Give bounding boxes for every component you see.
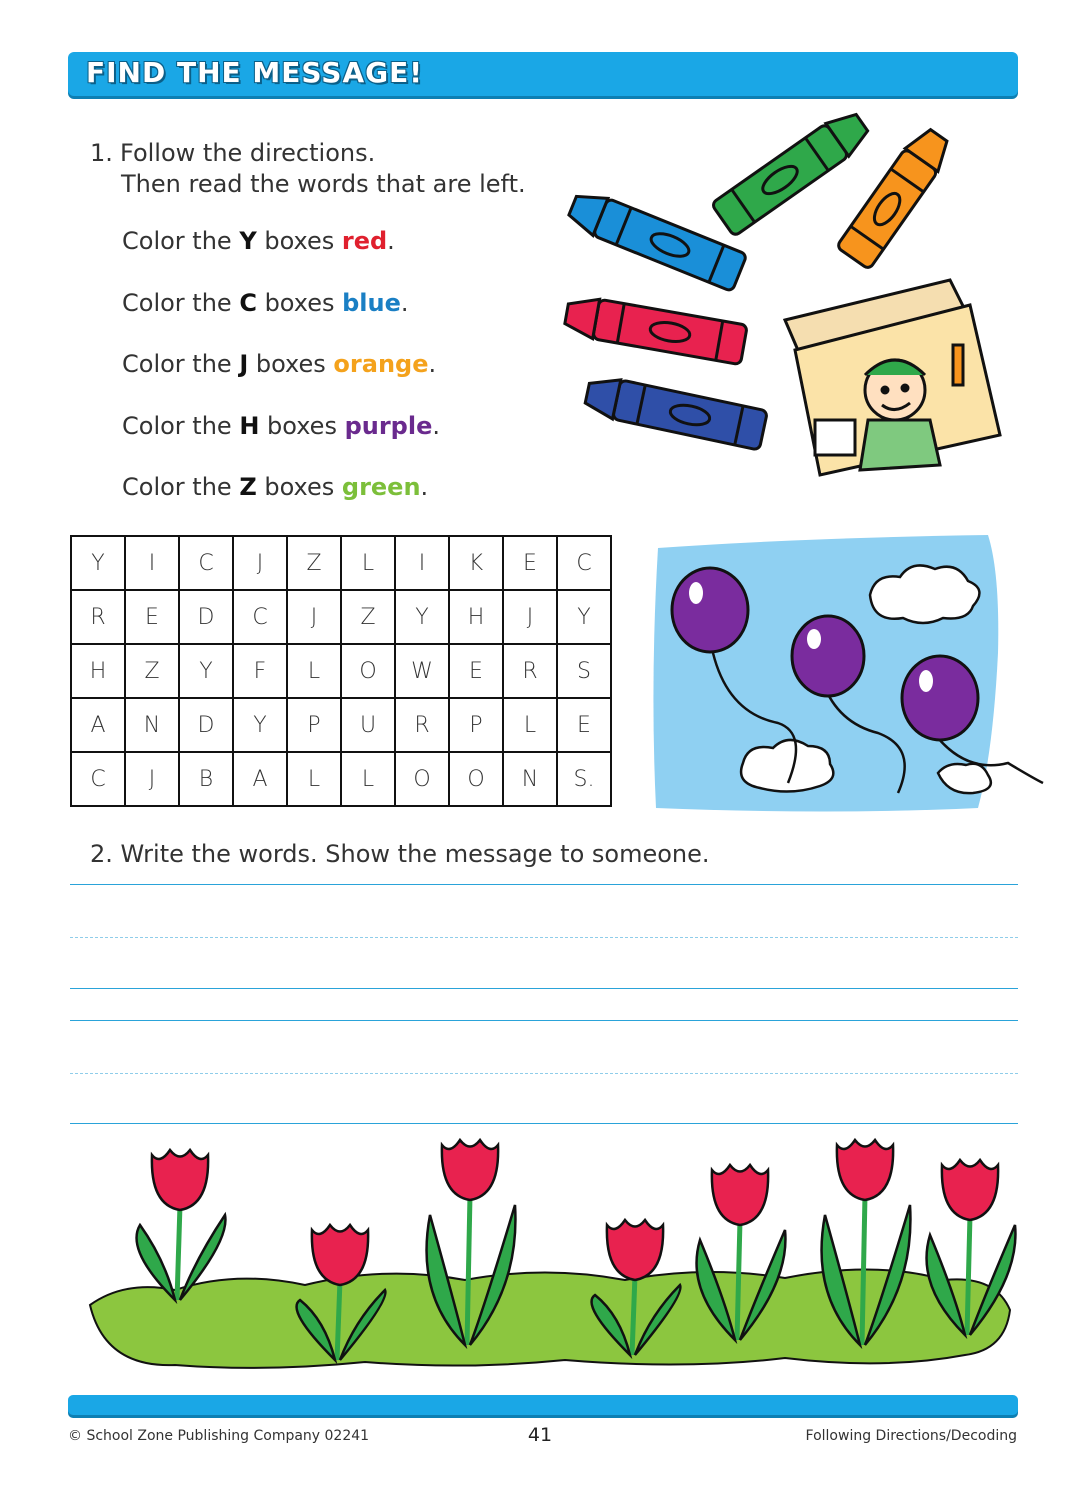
grid-cell[interactable]: B — [179, 752, 233, 806]
grid-cell[interactable]: Y — [233, 698, 287, 752]
grid-cell[interactable]: C — [71, 752, 125, 806]
tulip-icon — [137, 1150, 226, 1300]
grid-row — [71, 536, 611, 590]
page-title: FIND THE MESSAGE! — [86, 56, 423, 89]
grid-cell[interactable]: N — [125, 698, 179, 752]
grid-cell[interactable]: Y — [71, 536, 125, 590]
page-number: 41 — [527, 1424, 553, 1446]
crayon-box-icon — [785, 280, 1000, 475]
grid-cell[interactable]: I — [395, 536, 449, 590]
grid-cell[interactable]: J — [125, 752, 179, 806]
grid-cell[interactable]: E — [449, 644, 503, 698]
writing-line-mid — [70, 937, 1018, 938]
grid-cell[interactable]: S — [557, 644, 611, 698]
direction-c: Color the C boxes blue. — [122, 288, 409, 317]
grid-cell[interactable]: E — [125, 590, 179, 644]
grid-cell[interactable]: F — [233, 644, 287, 698]
grid-cell[interactable]: H — [449, 590, 503, 644]
question-1 — [90, 138, 526, 200]
grid-cell[interactable]: D — [179, 698, 233, 752]
grid-cell[interactable]: Z — [125, 644, 179, 698]
writing-line-base-2[interactable] — [70, 1123, 1018, 1124]
grid-cell[interactable]: O — [341, 644, 395, 698]
grid-cell[interactable]: L — [341, 536, 395, 590]
tulips-icon — [85, 1130, 1015, 1375]
direction-j: Color the J boxes orange. — [122, 350, 437, 378]
writing-line-base[interactable] — [70, 988, 1018, 989]
grid-cell[interactable]: K — [449, 536, 503, 590]
grid-cell[interactable]: S. — [557, 752, 611, 806]
crayons-icon — [570, 120, 1010, 490]
question-1-line-1: Follow the directions. — [120, 139, 376, 167]
grid-row — [71, 644, 611, 698]
grid-cell[interactable]: L — [287, 752, 341, 806]
grid-cell[interactable]: Z — [341, 590, 395, 644]
grid-cell[interactable]: L — [503, 698, 557, 752]
grid-cell[interactable]: O — [449, 752, 503, 806]
question-1-line-2: Then read the words that are left. — [121, 170, 526, 198]
balloons-icon — [648, 533, 1043, 815]
grid-cell[interactable]: Z — [287, 536, 341, 590]
grid-cell[interactable]: R — [71, 590, 125, 644]
grid-cell[interactable]: A — [233, 752, 287, 806]
question-1-number: 1. — [90, 139, 113, 167]
grid-cell[interactable]: N — [503, 752, 557, 806]
title-banner — [68, 52, 1018, 96]
grid-cell[interactable]: C — [557, 536, 611, 590]
grid-cell[interactable]: P — [449, 698, 503, 752]
grid-cell[interactable]: J — [503, 590, 557, 644]
grid-cell[interactable]: U — [341, 698, 395, 752]
direction-h: Color the H boxes purple. — [122, 411, 441, 440]
grid-cell[interactable]: L — [341, 752, 395, 806]
grid-cell[interactable]: J — [233, 536, 287, 590]
grid-row — [71, 752, 611, 806]
grid-cell[interactable]: H — [71, 644, 125, 698]
writing-line-mid-2 — [70, 1073, 1018, 1074]
grid-cell[interactable]: Y — [395, 590, 449, 644]
copyright: © School Zone Publishing Company 02241 — [68, 1428, 370, 1444]
grid-cell[interactable]: L — [287, 644, 341, 698]
grid-cell[interactable]: D — [179, 590, 233, 644]
direction-z: Color the Z boxes green. — [122, 473, 429, 501]
grid-cell[interactable]: R — [395, 698, 449, 752]
grid-cell[interactable]: J — [287, 590, 341, 644]
footer-section: Following Directions/Decoding — [805, 1428, 1017, 1444]
letter-grid — [70, 535, 612, 807]
grid-cell[interactable]: E — [503, 536, 557, 590]
grid-cell[interactable]: Y — [179, 644, 233, 698]
grid-cell[interactable]: E — [557, 698, 611, 752]
grid-cell[interactable]: C — [179, 536, 233, 590]
writing-line-top-2[interactable] — [70, 1020, 1018, 1021]
grid-row — [71, 698, 611, 752]
footer-bar — [68, 1395, 1018, 1415]
grid-cell[interactable]: Y — [557, 590, 611, 644]
writing-line-top[interactable] — [70, 884, 1018, 885]
grid-cell[interactable]: R — [503, 644, 557, 698]
grid-cell[interactable]: I — [125, 536, 179, 590]
grid-cell[interactable]: C — [233, 590, 287, 644]
question-2: 2. Write the words. Show the message to someone. — [90, 840, 710, 868]
grid-cell[interactable]: P — [287, 698, 341, 752]
grid-cell[interactable]: O — [395, 752, 449, 806]
grid-cell[interactable]: W — [395, 644, 449, 698]
grid-row — [71, 590, 611, 644]
direction-y: Color the Y boxes red. — [122, 227, 395, 255]
grid-cell[interactable]: A — [71, 698, 125, 752]
directions-list — [122, 224, 440, 532]
